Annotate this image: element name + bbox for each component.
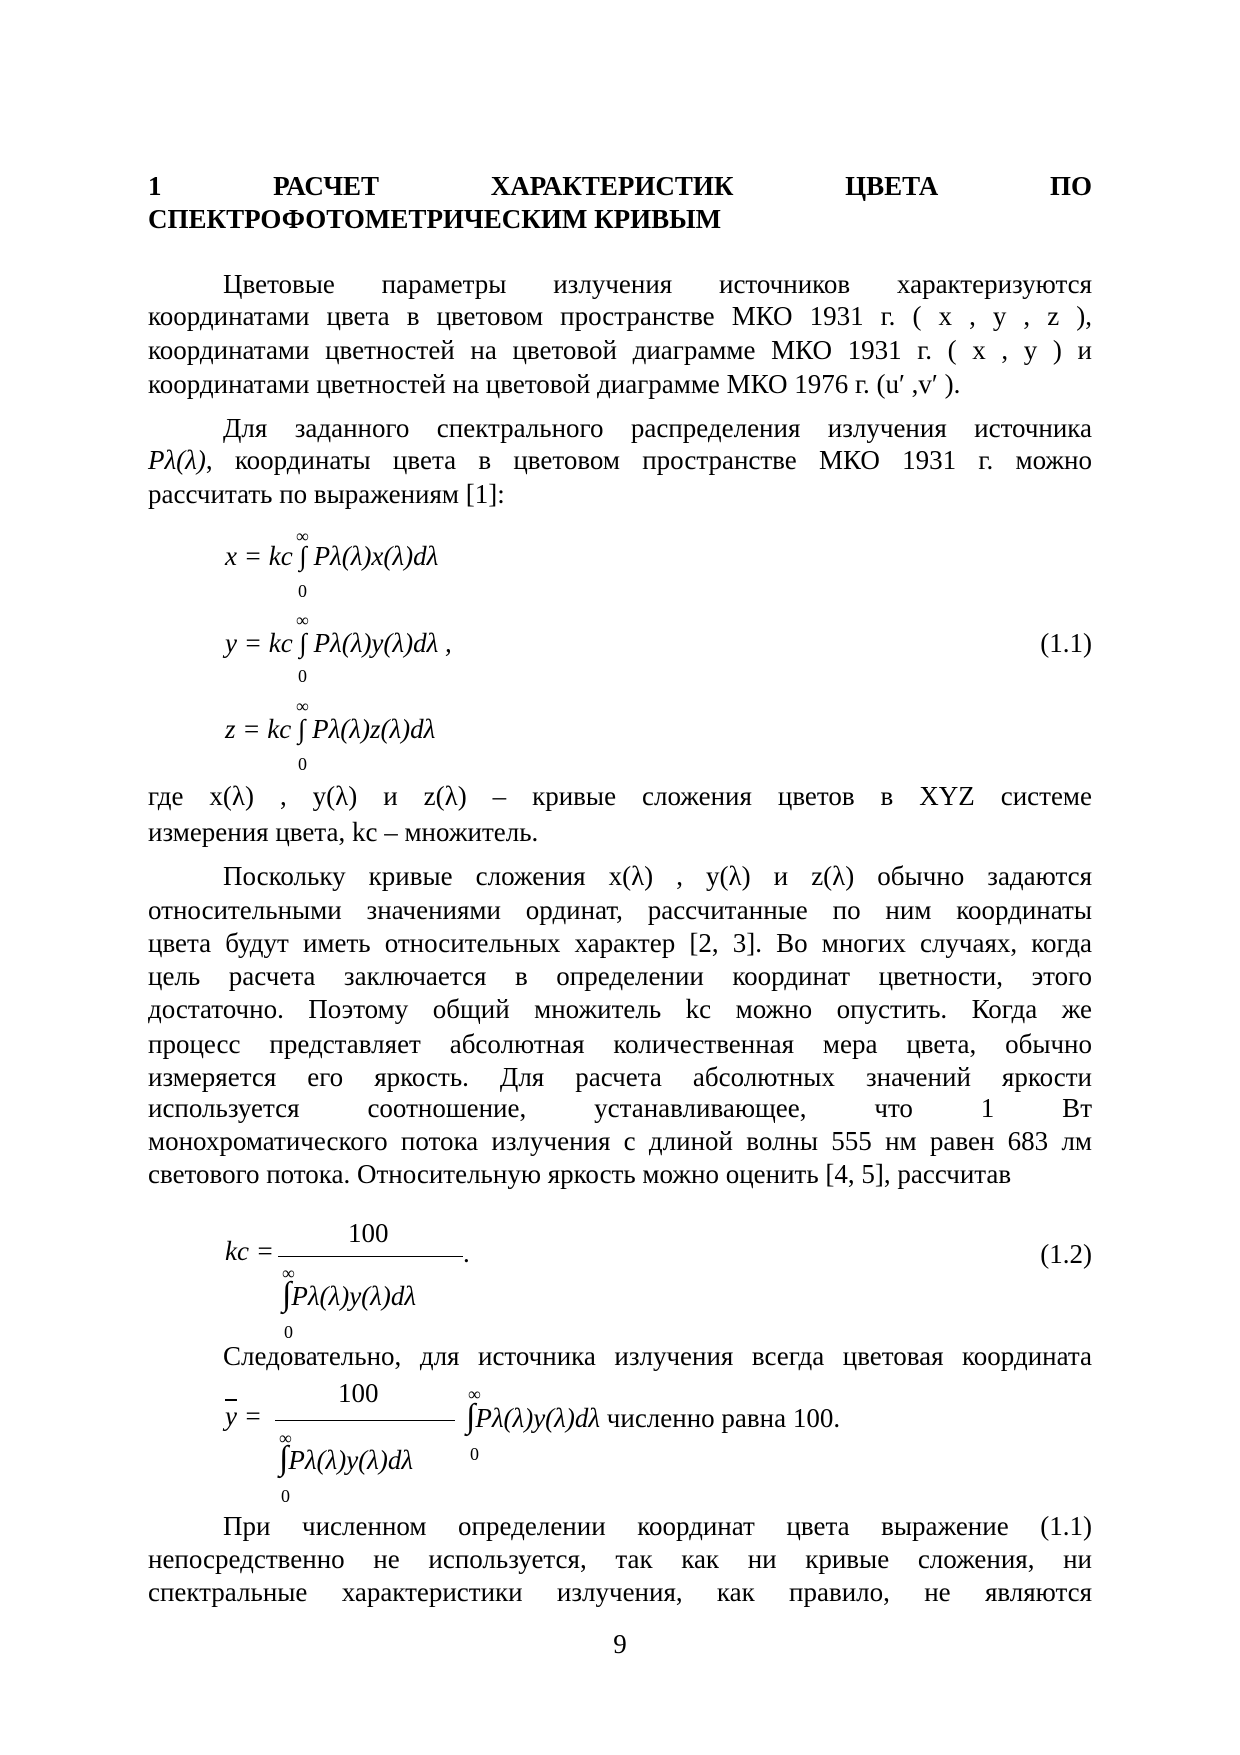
paragraph-6 <box>148 1510 1092 1609</box>
p4-line: цвета будут иметь относительных характер [2, 3]. Во многих случаях, когда <box>148 928 1092 958</box>
p2-line: рассчитать по выражениям [1]: <box>148 479 505 509</box>
p5-line: Следовательно, для источника излучения всегда цветовая координата <box>223 1341 1092 1371</box>
integral-lower-limit: 0 <box>298 754 307 774</box>
equation-y: y = kc ∫ Pλ(λ)y(λ)dλ , <box>225 628 452 658</box>
heading-word: 1 РАСЧЕТ <box>148 171 380 201</box>
p2-line: Для заданного спектрального распределения излучения источника <box>223 413 1092 443</box>
equation-number: (1.1) <box>1040 628 1092 658</box>
paragraph-4 <box>148 860 1092 1191</box>
p6-line: При численном определении координат цвета выражение (1.1) <box>223 1511 1092 1541</box>
p4-line: относительными значениями ординат, рассчитанные по ним координаты <box>148 895 1092 925</box>
eq3-denominator: ∫Pλ(λ)y(λ)dλ <box>279 1440 414 1477</box>
p3-line: измерения цвета, kc – множитель. <box>148 817 539 847</box>
heading-word: ЦВЕТА <box>845 171 939 201</box>
integral-lower-limit: 0 <box>281 1486 290 1506</box>
p1-line: координатами цвета в цветовом пространстве МКО 1931 г. ( x , y , z ), <box>148 301 1092 331</box>
y-bar-lhs: $\overline{y}$ = <box>225 1401 262 1431</box>
p4-line: цель расчета заключается в определении координат цветности, этого <box>148 961 1092 991</box>
integral-upper-limit: ∞ <box>296 696 309 716</box>
p2-line-2-text: , координаты цвета в цветовом пространстве МКО 1931 г. можно <box>205 445 1092 475</box>
eq3-integral: ∫Pλ(λ)y(λ)dλ численно равна 100. <box>466 1398 841 1435</box>
equation-x: x = kc ∫ Pλ(λ)x(λ)dλ <box>225 541 439 571</box>
p4-line: Поскольку кривые сложения x(λ) , y(λ) и z(λ) обычно задаются <box>223 861 1092 891</box>
integral-lower-limit: 0 <box>284 1322 293 1342</box>
p6-line: непосредственно не используется, так как ни кривые сложения, ни <box>148 1544 1092 1574</box>
p4-line: монохроматического потока излучения с длиной волны 555 нм равен 683 лм <box>148 1126 1092 1156</box>
integral-lower-limit: 0 <box>470 1444 479 1464</box>
eq2-period: . <box>463 1238 470 1268</box>
heading-word: ХАРАКТЕРИСТИК <box>490 171 734 201</box>
integral-upper-limit: ∞ <box>279 1428 292 1448</box>
p4-line: используется соотношение, устанавливающее, что 1 Вт <box>148 1093 1092 1123</box>
paragraph-3 <box>148 780 1092 849</box>
paragraph-1 <box>148 268 1092 401</box>
heading-line-1 <box>148 170 1092 203</box>
p3-line: где x(λ) , y(λ) и z(λ) – кривые сложения цветов в XYZ системе <box>148 781 1092 811</box>
equation-number: (1.2) <box>1040 1239 1092 1269</box>
p1-line: координатами цветностей на цветовой диаграмме МКО 1931 г. ( x , y ) и <box>148 335 1092 365</box>
section-heading <box>148 170 1093 234</box>
p4-line: измеряется его яркость. Для расчета абсолютных значений яркости <box>148 1062 1092 1092</box>
integral-lower-limit: 0 <box>298 581 307 601</box>
p4-line: достаточно. Поэтому общий множитель kc можно опустить. Когда же <box>148 994 1092 1024</box>
p1-line: координатами цветностей на цветовой диаграмме МКО 1976 г. (u′ ,v′ ). <box>148 369 961 399</box>
p2-line-2 <box>148 444 1092 477</box>
p-lambda-symbol: Pλ(λ) <box>148 445 206 475</box>
fraction-bar <box>278 1256 463 1257</box>
paragraph-2 <box>148 412 1092 511</box>
p4-line: процесс представляет абсолютная количественная мера цвета, обычно <box>148 1029 1092 1059</box>
integral-upper-limit: ∞ <box>282 1263 295 1283</box>
heading-word: ПО <box>1050 171 1093 201</box>
p4-line: светового потока. Относительную яркость можно оценить [4, 5], рассчитав <box>148 1159 1012 1189</box>
p6-line: спектральные характеристики излучения, как правило, не являются <box>148 1577 1092 1607</box>
eq2-numerator: 100 <box>348 1218 389 1248</box>
eq2-denominator: ∫Pλ(λ)y(λ)dλ <box>282 1276 417 1313</box>
integral-lower-limit: 0 <box>298 666 307 686</box>
fraction-bar <box>275 1420 455 1421</box>
paragraph-5 <box>148 1340 1092 1373</box>
eq2-lhs: kc = <box>225 1236 274 1266</box>
integral-upper-limit: ∞ <box>296 526 309 546</box>
heading-line-2: СПЕКТРОФОТОМЕТРИЧЕСКИМ КРИВЫМ <box>148 204 722 234</box>
equation-z: z = kc ∫ Pλ(λ)z(λ)dλ <box>225 714 436 744</box>
p1-line: Цветовые параметры излучения источников характеризуются <box>223 269 1092 299</box>
integral-upper-limit: ∞ <box>468 1384 481 1404</box>
eq3-numerator: 100 <box>338 1378 379 1408</box>
page-number: 9 <box>613 1629 627 1659</box>
integral-upper-limit: ∞ <box>296 610 309 630</box>
